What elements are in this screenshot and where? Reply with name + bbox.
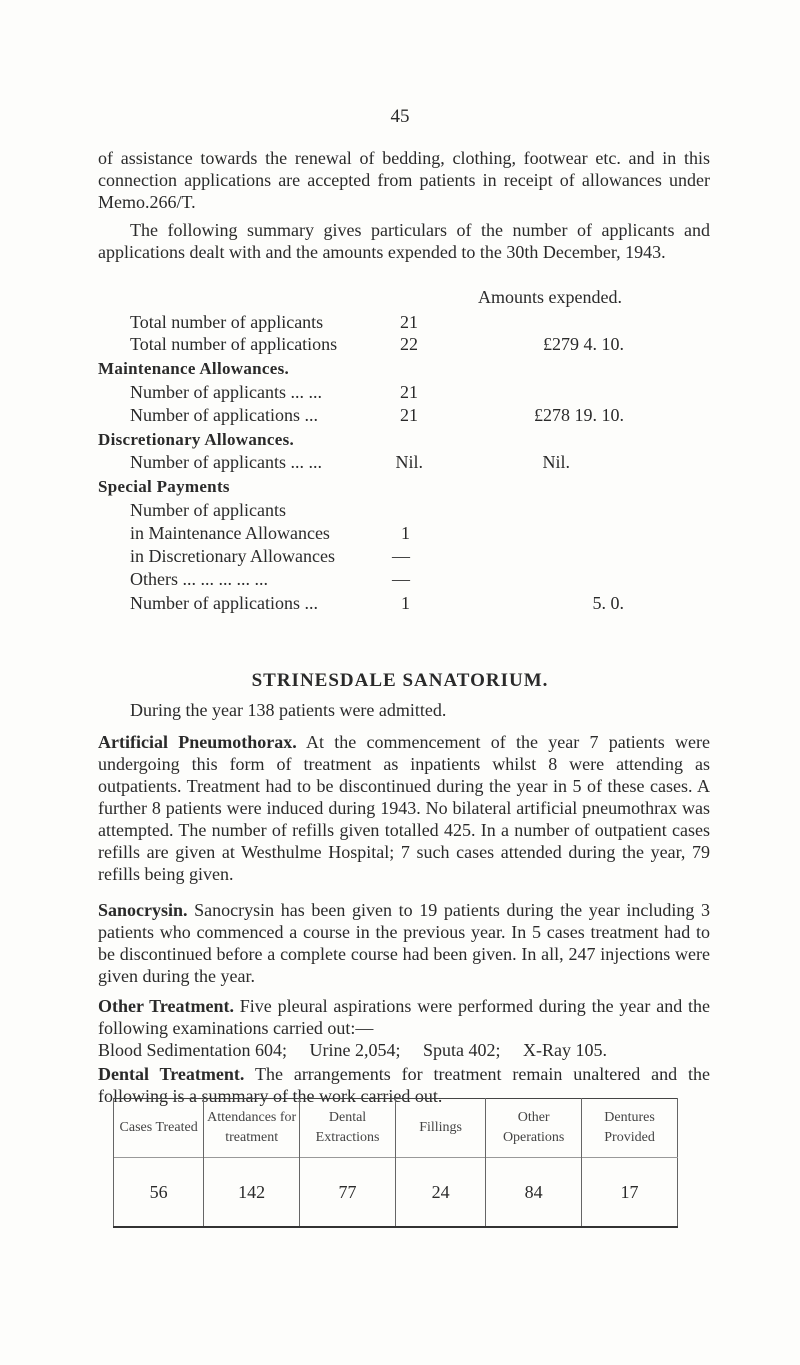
sanocrysin-heading: Sanocrysin.	[98, 900, 188, 920]
table-cell: 142	[204, 1158, 300, 1228]
dental-heading: Dental Treatment.	[98, 1064, 245, 1084]
row-count: 21	[400, 382, 418, 402]
table-header: Other Operations	[486, 1099, 582, 1158]
row-amount: £279 4. 10.	[543, 334, 624, 354]
table-header: Dentures Provided	[582, 1099, 678, 1158]
row-label: Total number of applications	[130, 334, 338, 354]
table-cell: 56	[114, 1158, 204, 1228]
row-label: Number of applicants	[130, 500, 286, 520]
row-count: 22	[400, 334, 418, 354]
row-count: 21	[400, 405, 418, 425]
row-label: Others ... ... ... ... ...	[130, 569, 268, 589]
row-count: —	[392, 569, 410, 589]
other-treatment-heading: Other Treatment.	[98, 996, 234, 1016]
summary-intro: The following summary gives particulars of the number of applicants and applications dealt with and the amounts expended to the 30th December, 1943.	[98, 220, 710, 262]
row-amount: £278 19. 10.	[534, 405, 624, 425]
row-amount: 5. 0.	[592, 593, 624, 613]
row-count: —	[392, 546, 410, 566]
sanocrysin-text: Sanocrysin has been given to 19 patients during the year including 3 patients who commenced a course in the previous year. In 5 cases treatment had to be discontinued before a complete course had been given. In all, 247 injections were given during the year.	[98, 900, 711, 986]
examinations-line: Blood Sedimentation 604; Urine 2,054; Sputa 402; X-Ray 105.	[98, 1040, 607, 1060]
other-treatment-paragraph	[98, 995, 710, 1039]
table-header: Cases Treated	[114, 1099, 204, 1158]
pneumothorax-paragraph	[98, 731, 710, 885]
row-label: Number of applicants ... ...	[130, 452, 322, 472]
other-treatment-text: Five pleural aspirations were performed during the year and the following examinations carried out:—	[98, 996, 711, 1038]
row-count: 1	[401, 523, 410, 543]
dental-text: The arrangements for treatment remain unaltered and the following is a summary of the work carried out.	[98, 1064, 710, 1106]
table-header: Dental Extractions	[300, 1099, 396, 1158]
maintenance-heading: Maintenance Allowances.	[98, 359, 290, 378]
pneumothorax-heading: Artificial Pneumothorax.	[98, 732, 297, 752]
table-header: Fillings	[395, 1099, 485, 1158]
row-label: Number of applicants ... ...	[130, 382, 322, 402]
table-cell: 17	[582, 1158, 678, 1228]
row-label: in Discretionary Allowances	[130, 546, 335, 566]
table-header-row	[114, 1099, 678, 1158]
table-cell: 24	[395, 1158, 485, 1228]
row-amount: Nil.	[542, 452, 570, 472]
dental-summary-table	[113, 1098, 678, 1228]
table-header: Attendances for treatment	[204, 1099, 300, 1158]
row-count: Nil.	[395, 452, 423, 472]
row-label: Total number of applicants	[130, 312, 324, 332]
section-title: STRINESDALE SANATORIUM.	[251, 670, 549, 691]
table-cell: 77	[300, 1158, 396, 1228]
amounts-header: Amounts expended.	[478, 287, 622, 307]
pneumothorax-text: At the commencement of the year 7 patients were undergoing this form of treatment as inpatients whilst 8 were attending as outpatients. Treatment had to be discontinued during the year in 5 of these cases. A further 8 patients were induced during 1943. No bilateral artificial pneumothrax was attempted. The number of refills given totalled 425. In a number of outpatient cases refills are given at Westhulme Hospital; 7 such cases attended during the year, 79 refills being given.	[98, 732, 710, 884]
row-label: Number of applications ...	[130, 405, 318, 425]
sanocrysin-paragraph	[98, 899, 710, 987]
page-number: 45	[390, 106, 410, 127]
special-heading: Special Payments	[98, 477, 230, 496]
row-label: in Maintenance Allowances	[130, 523, 330, 543]
table-cell: 84	[486, 1158, 582, 1228]
row-count: 21	[400, 312, 418, 332]
row-count: 1	[401, 593, 410, 613]
intro-paragraph: of assistance towards the renewal of bedding, clothing, footwear etc. and in this connection applications are accepted from patients in receipt of allowances under Memo.266/T.	[98, 148, 710, 212]
table-row	[114, 1158, 678, 1228]
discretionary-heading: Discretionary Allowances.	[98, 430, 295, 449]
admitted-paragraph: During the year 138 patients were admitted.	[130, 700, 447, 720]
row-label: Number of applications ...	[130, 593, 318, 613]
